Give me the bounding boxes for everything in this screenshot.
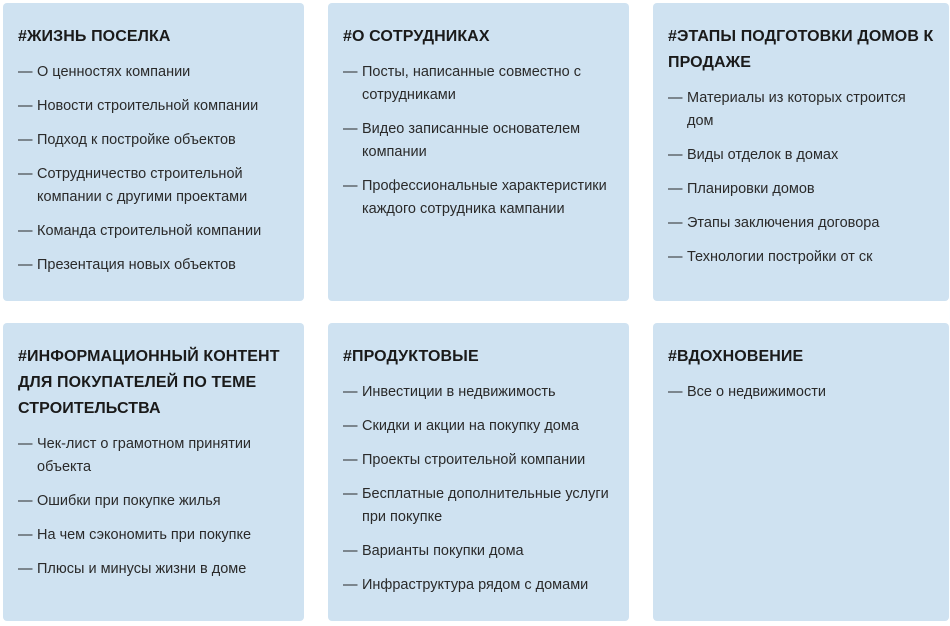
dash-bullet: — xyxy=(18,98,33,114)
card-title: #ЭТАПЫ ПОДГОТОВКИ ДОМОВ К ПРОДАЖЕ xyxy=(668,28,934,71)
dash-bullet: — xyxy=(343,452,358,468)
list-item xyxy=(18,220,290,243)
card-informacionnyi-kontent xyxy=(3,323,304,621)
list-item xyxy=(343,574,615,597)
list-item-text: Новости строительной компании xyxy=(37,98,259,114)
card-vdohnovenie xyxy=(653,323,949,621)
dash-bullet: — xyxy=(18,223,33,239)
card-zhizn-poselka xyxy=(3,3,304,301)
card-item-list xyxy=(343,381,615,597)
dash-bullet: — xyxy=(343,418,358,434)
dash-bullet: — xyxy=(343,543,358,559)
dash-bullet: — xyxy=(18,561,33,577)
list-item xyxy=(18,558,290,581)
list-item-text: Сотрудничество строительной компании с другими проектами xyxy=(37,166,248,205)
list-item-text: На чем сэкономить при покупке xyxy=(37,527,252,543)
list-item-text: Виды отделок в домах xyxy=(687,147,839,163)
dash-bullet: — xyxy=(343,486,358,502)
list-item-text: Команда строительной компании xyxy=(37,223,262,239)
dash-bullet: — xyxy=(668,181,683,197)
list-item-text: Ошибки при покупке жилья xyxy=(37,493,221,509)
dash-bullet: — xyxy=(668,215,683,231)
list-item xyxy=(18,433,290,479)
list-item-text: Скидки и акции на покупку дома xyxy=(362,418,579,434)
dash-bullet: — xyxy=(343,64,358,80)
dash-bullet: — xyxy=(18,527,33,543)
card-title: #ИНФОРМАЦИОННЫЙ КОНТЕНТ ДЛЯ ПОКУПАТЕЛЕЙ ПО ТЕМЕ СТРОИТЕЛЬСТВА xyxy=(18,348,280,417)
dash-bullet: — xyxy=(18,493,33,509)
card-title: #ЖИЗНЬ ПОСЕЛКА xyxy=(18,28,171,45)
dash-bullet: — xyxy=(668,384,683,400)
list-item xyxy=(18,490,290,513)
card-item-list xyxy=(668,381,935,404)
list-item-text: Презентация новых объектов xyxy=(37,257,236,273)
list-item-text: Проекты строительной компании xyxy=(362,452,586,468)
dash-bullet: — xyxy=(343,384,358,400)
list-item-text: Варианты покупки дома xyxy=(362,543,524,559)
list-item-text: Все о недвижимости xyxy=(687,384,826,400)
dash-bullet: — xyxy=(18,132,33,148)
list-item-text: Технологии постройки от ск xyxy=(687,249,873,265)
list-item xyxy=(18,254,290,277)
card-title: #О СОТРУДНИКАХ xyxy=(343,28,490,45)
list-item-text: Плюсы и минусы жизни в доме xyxy=(37,561,247,577)
dash-bullet: — xyxy=(343,178,358,194)
list-item-text: Посты, написанные совместно с сотрудниками xyxy=(362,64,582,103)
card-item-list xyxy=(18,61,290,277)
list-item-text: О ценностях компании xyxy=(37,64,191,80)
list-item xyxy=(343,175,615,221)
list-item-text: Материалы из которых строится дом xyxy=(687,90,906,129)
list-item xyxy=(343,483,615,529)
list-item xyxy=(343,61,615,107)
list-item xyxy=(18,129,290,152)
list-item-text: Бесплатные дополнительные услуги при покупке xyxy=(362,486,609,525)
list-item xyxy=(668,178,935,201)
list-item xyxy=(668,381,935,404)
list-item xyxy=(18,524,290,547)
dash-bullet: — xyxy=(18,257,33,273)
list-item-text: Этапы заключения договора xyxy=(687,215,880,231)
list-item xyxy=(668,246,935,269)
list-item xyxy=(668,212,935,235)
list-item xyxy=(343,381,615,404)
list-item-text: Чек-лист о грамотном принятии объекта xyxy=(37,436,252,475)
dash-bullet: — xyxy=(668,90,683,106)
card-item-list xyxy=(668,87,935,269)
dash-bullet: — xyxy=(343,577,358,593)
list-item xyxy=(343,415,615,438)
list-item-text: Профессиональные характеристики каждого сотрудника кампании xyxy=(362,178,607,217)
list-item xyxy=(18,61,290,84)
list-item-text: Подход к постройке объектов xyxy=(37,132,236,148)
dash-bullet: — xyxy=(343,121,358,137)
card-item-list xyxy=(343,61,615,221)
list-item xyxy=(18,163,290,209)
list-item-text: Видео записанные основателем компании xyxy=(362,121,581,160)
card-title: #ПРОДУКТОВЫЕ xyxy=(343,348,479,365)
dash-bullet: — xyxy=(18,436,33,452)
list-item-text: Инфраструктура рядом с домами xyxy=(362,577,589,593)
list-item xyxy=(343,449,615,472)
list-item-text: Планировки домов xyxy=(687,181,815,197)
dash-bullet: — xyxy=(18,64,33,80)
list-item-text: Инвестиции в недвижимость xyxy=(362,384,556,400)
list-item xyxy=(343,540,615,563)
list-item xyxy=(668,87,935,133)
list-item xyxy=(343,118,615,164)
card-title: #ВДОХНОВЕНИЕ xyxy=(668,348,804,365)
dash-bullet: — xyxy=(668,147,683,163)
list-item xyxy=(668,144,935,167)
list-item xyxy=(18,95,290,118)
dash-bullet: — xyxy=(18,166,33,182)
dash-bullet: — xyxy=(668,249,683,265)
card-item-list xyxy=(18,433,290,581)
card-etapy-podgotovki xyxy=(653,3,949,301)
card-o-sotrudnikah xyxy=(328,3,629,301)
card-produktovye xyxy=(328,323,629,621)
